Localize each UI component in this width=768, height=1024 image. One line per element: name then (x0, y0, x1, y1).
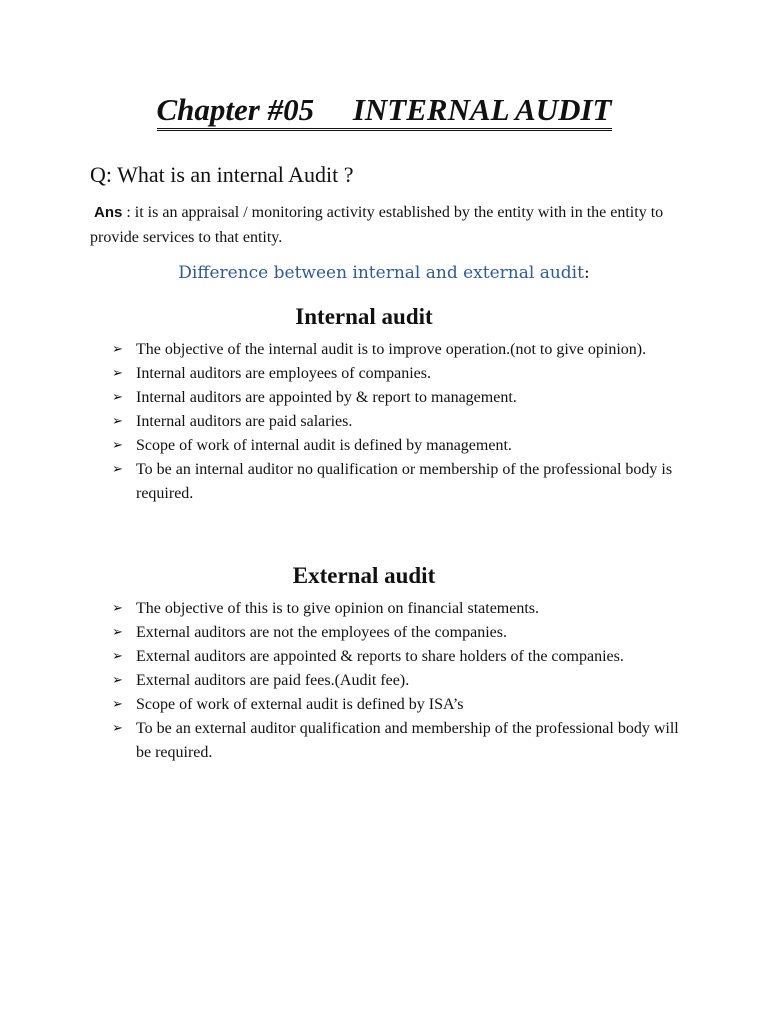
arrowhead-bullet-icon: ➢ (112, 390, 123, 405)
difference-heading (0, 263, 768, 283)
list-item (112, 458, 682, 506)
list-item-text: Scope of work of internal audit is defined by management. (136, 437, 512, 454)
answer-paragraph (90, 200, 680, 250)
internal-audit-list (112, 338, 682, 506)
chapter-title (0, 92, 768, 128)
list-item (112, 717, 682, 765)
arrowhead-bullet-icon: ➢ (112, 462, 123, 477)
external-audit-heading: External audit (292, 563, 436, 588)
list-item (112, 410, 682, 434)
arrowhead-bullet-icon: ➢ (112, 649, 123, 664)
list-item (112, 621, 682, 645)
list-item-text: The objective of the internal audit is to improve operation.(not to give opinion). (136, 341, 647, 358)
arrowhead-bullet-icon: ➢ (112, 721, 123, 736)
arrowhead-bullet-icon: ➢ (112, 601, 123, 616)
list-item-text: Internal auditors are paid salaries. (136, 413, 353, 430)
difference-heading-text: Difference between internal and external audit (178, 263, 584, 283)
list-item (112, 434, 682, 458)
list-item (112, 693, 682, 717)
arrowhead-bullet-icon: ➢ (112, 673, 123, 688)
list-item-text: To be an external auditor qualification and membership of the professional body will be required. (136, 720, 679, 761)
list-item (112, 669, 682, 693)
external-audit-list (112, 597, 682, 765)
arrowhead-bullet-icon: ➢ (112, 414, 123, 429)
list-item-text: To be an internal auditor no qualification or membership of the professional body is required. (136, 461, 673, 502)
list-item-text: Scope of work of external audit is defined by ISA’s (136, 696, 464, 713)
internal-audit-heading: Internal audit (295, 304, 433, 329)
answer-text: : it is an appraisal / monitoring activity established by the entity with in the entity to provide services to that entity. (90, 204, 664, 246)
arrowhead-bullet-icon: ➢ (112, 366, 123, 381)
list-item-text: Internal auditors are appointed by & report to management. (136, 389, 517, 406)
list-item (112, 386, 682, 410)
difference-heading-colon: : (583, 263, 590, 283)
list-item-text: External auditors are not the employees of the companies. (136, 624, 507, 641)
arrowhead-bullet-icon: ➢ (112, 697, 123, 712)
list-item-text: External auditors are paid fees.(Audit fee). (136, 672, 410, 689)
arrowhead-bullet-icon: ➢ (112, 342, 123, 357)
list-item (112, 362, 682, 386)
list-item (112, 597, 682, 621)
list-item-text: External auditors are appointed & reports to share holders of the companies. (136, 648, 624, 665)
question-text: Q: What is an internal Audit ? (90, 162, 354, 187)
answer-label: Ans (94, 204, 123, 221)
chapter-title-text: Chapter #05 INTERNAL AUDIT (157, 92, 612, 131)
list-item (112, 645, 682, 669)
arrowhead-bullet-icon: ➢ (112, 625, 123, 640)
list-item-text: Internal auditors are employees of companies. (136, 365, 431, 382)
arrowhead-bullet-icon: ➢ (112, 438, 123, 453)
list-item-text: The objective of this is to give opinion on financial statements. (136, 600, 540, 617)
list-item (112, 338, 682, 362)
